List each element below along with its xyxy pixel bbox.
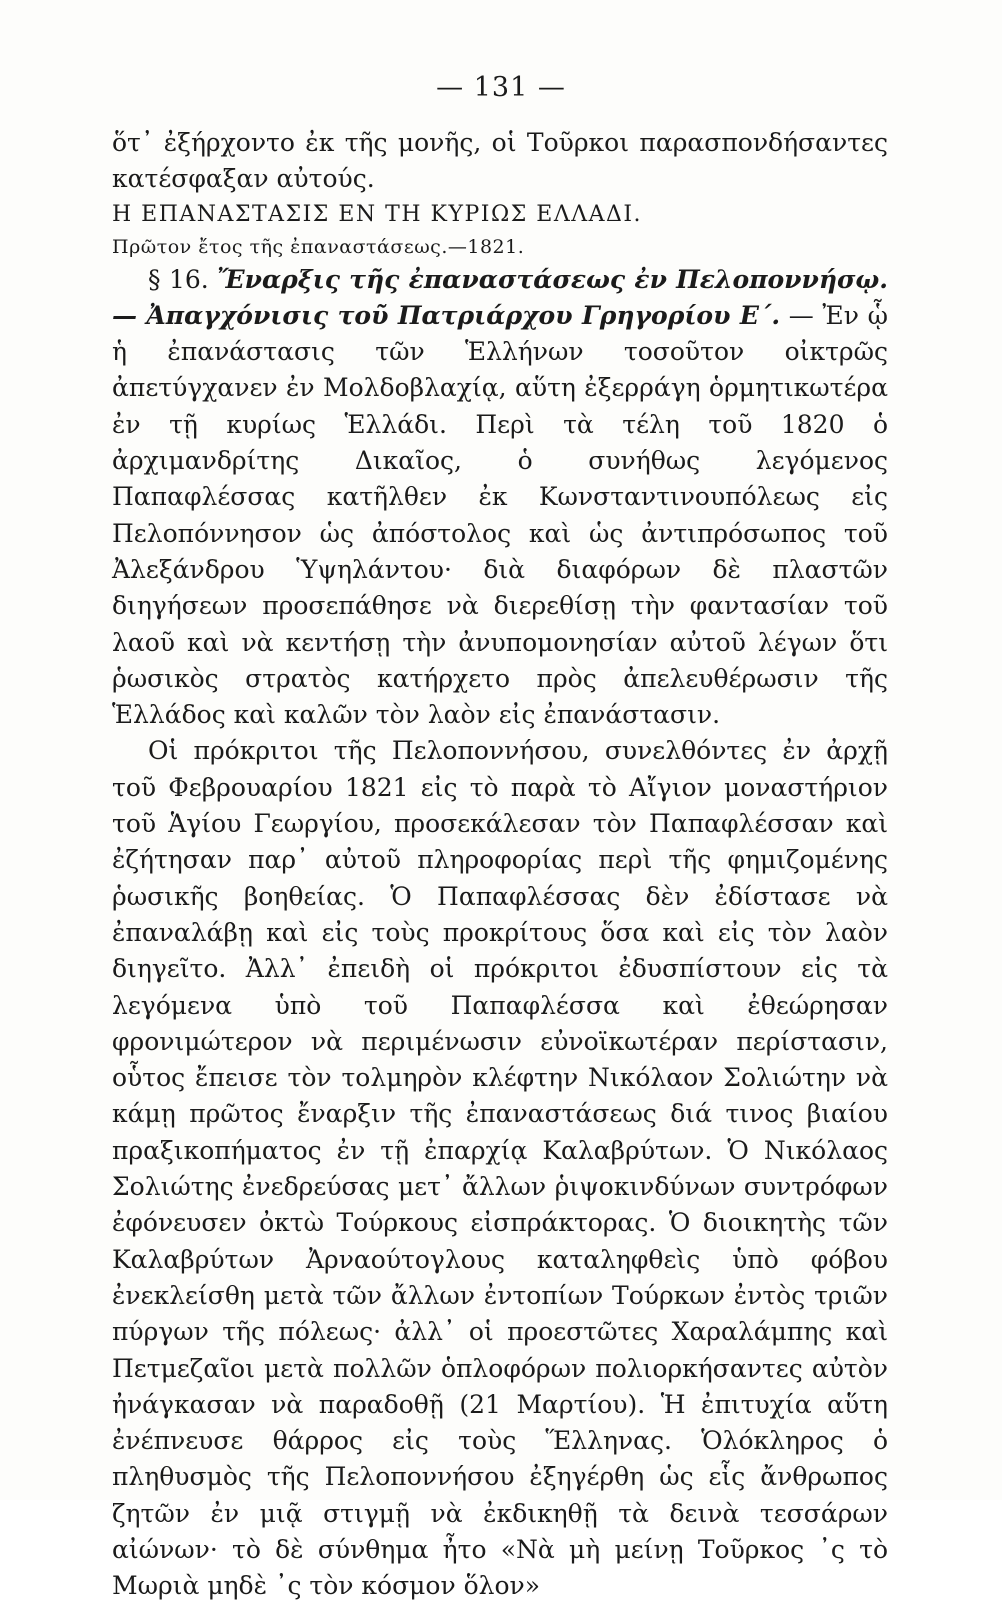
section-title: Ἔναρξις τῆς ἐπαναστάσεως ἐν Πελοποννήσῳ. — Ἀπαγχόνισις τοῦ Πατριάρχου Γρηγορίου Ε΄. (112, 264, 888, 330)
section-number: § 16. (148, 264, 209, 294)
page-number: — 131 — (436, 72, 566, 103)
opening-paragraph: ὅτ᾿ ἐξήρχοντο ἐκ τῆς μονῆς, οἱ Τοῦρκοι παρασπονδήσαντες κατέσφαξαν αὐτούς. (112, 128, 888, 194)
section-paragraph (112, 262, 888, 734)
chapter-heading: Η ΕΠΑΝΑΣΤΑΣΙΣ ΕΝ ΤΗ ΚΥΡΙΩΣ ΕΛΛΑΔΙ. (112, 201, 643, 227)
body-paragraph: Οἱ πρόκριτοι τῆς Πελοποννήσου, συνελθόντες ἐν ἀρχῇ τοῦ Φεβρουαρίου 1821 εἰς τὸ παρὰ τὸ Αἴγιον μοναστήριον τοῦ Ἁγίου Γεωργίου, προσεκάλεσαν τὸν Παπαφλέσσαν καὶ ἐζήτησαν παρ᾿ αὐτοῦ πληροφορίας περὶ τῆς φημιζομένης ῥωσικῆς βοηθείας. Ὁ Παπαφλέσσας δὲν ἐδίστασε νὰ ἐπαναλάβῃ καὶ εἰς τοὺς προκρίτους ὅσα καὶ εἰς τὸν λαὸν διηγεῖτο. Ἀλλ᾿ ἐπειδὴ οἱ πρόκριτοι ἐδυσπίστουν εἰς τὰ λεγόμενα ὑπὸ τοῦ Παπαφλέσσα καὶ ἐθεώρησαν φρονιμώτερον νὰ περιμένωσιν εὐνοϊκωτέραν περίστασιν, οὗτος ἔπεισε τὸν τολμηρὸν κλέφτην Νικόλαον Σολιώτην νὰ κάμῃ πρῶτος ἔναρξιν τῆς ἐπαναστάσεως διά τινος βιαίου πραξικοπήματος ἐν τῇ ἐπαρχίᾳ Καλαβρύτων. Ὁ Νικόλαος Σολιώτης ἐνεδρεύσας μετ᾿ ἄλλων ῥιψοκινδύνων συντρόφων ἐφόνευσεν ὀκτὼ Τούρκους εἰσπράκτορας. Ὁ διοικητὴς τῶν Καλαβρύτων Ἀρναούτογλους καταληφθεὶς ὑπὸ φόβου ἐνεκλείσθη μετὰ τῶν ἄλλων ἐντοπίων Τούρκων ἐντὸς τριῶν πύργων τῆς πόλεως· ἀλλ᾿ οἱ προεστῶτες Χαραλάμπης καὶ Πετμεζαῖοι μετὰ πολλῶν ὁπλοφόρων πολιορκήσαντες αὐτὸν ἠνάγκασαν νὰ παραδοθῇ (21 Μαρτίου). Ἡ ἐπιτυχία αὕτη ἐνέπνευσε θάρρος εἰς τοὺς Ἕλληνας. Ὁλόκληρος ὁ πληθυσμὸς τῆς Πελοποννήσου ἐξηγέρθη ὡς εἷς ἄνθρωπος ζητῶν ἐν μιᾷ στιγμῇ νὰ ἐκδικηθῇ τὰ δεινὰ τεσσάρων αἰώνων· τὸ δὲ σύνθημα ἦτο «Νὰ μὴ μείνῃ Τοῦρκος ᾿ς τὸ Μωριὰ μηδὲ ᾿ς τὸν κόσμον ὅλον» (112, 736, 888, 1601)
chapter-subheading: Πρῶτον ἔτος τῆς ἐπαναστάσεως.—1821. (112, 235, 525, 258)
page-body (112, 125, 888, 1605)
section-text: — Ἐν ᾧ ἡ ἐπανάστασις τῶν Ἑλλήνων τοσοῦτον οἰκτρῶς ἀπετύγχανεν ἐν Μολδοβλαχίᾳ, αὕτη ἐξερράγη ὁρμητικωτέρα ἐν τῇ κυρίως Ἑλλάδι. Περὶ τὰ τέλη τοῦ 1820 ὁ ἀρχιμανδρίτης Δικαῖος, ὁ συνήθως λεγόμενος Παπαφλέσσας κατῆλθεν ἐκ Κωνσταντινουπόλεως εἰς Πελοπόννησον ὡς ἀπόστολος καὶ ὡς ἀντιπρόσωπος τοῦ Ἀλεξάνδρου Ὑψηλάντου· διὰ διαφόρων δὲ πλαστῶν διηγήσεων προσεπάθησε νὰ διερεθίσῃ τὴν φαντασίαν τοῦ λαοῦ καὶ νὰ κεντήσῃ τὴν ἀνυπομονησίαν αὐτοῦ λέγων ὅτι ῥωσικὸς στρατὸς κατήρχετο πρὸς ἀπελευθέρωσιν τῆς Ἑλλάδος καὶ καλῶν τὸν λαὸν εἰς ἐπανάστασιν. (112, 300, 888, 730)
